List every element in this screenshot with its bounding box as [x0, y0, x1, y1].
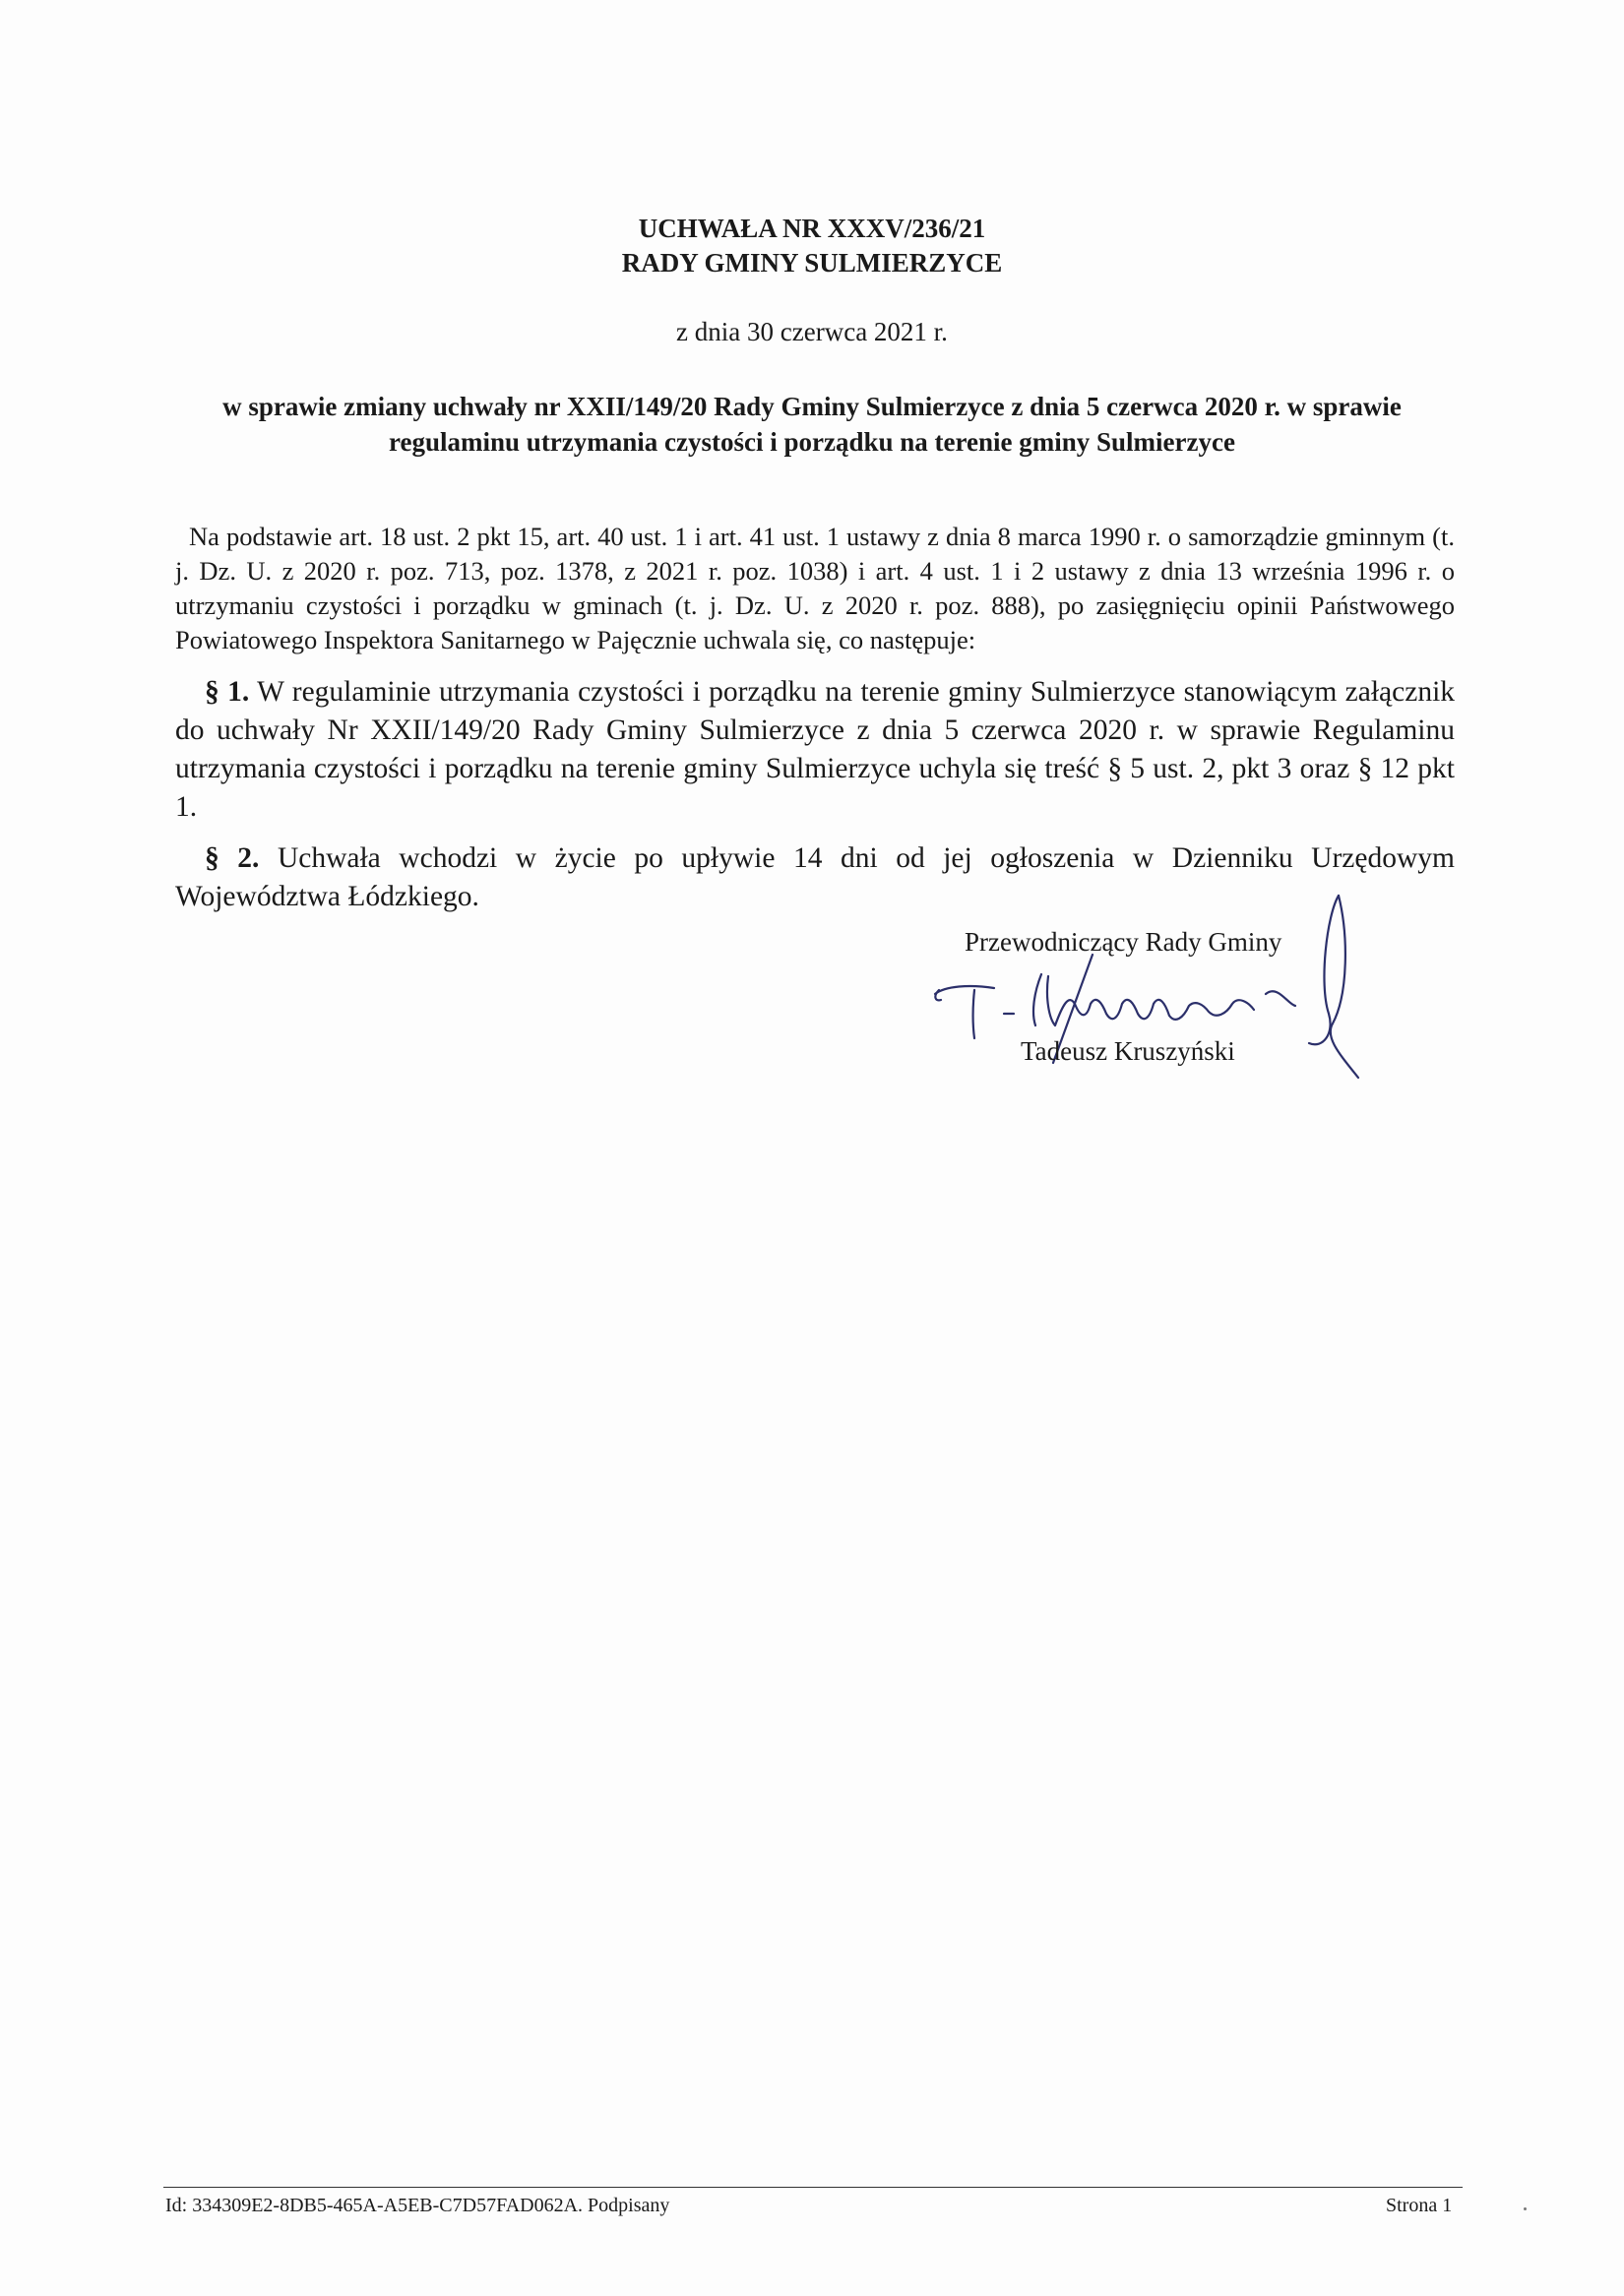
resolution-date: z dnia 30 czerwca 2021 r. — [676, 317, 948, 346]
resolution-number: UCHWAŁA NR XXXV/236/21 — [638, 214, 986, 243]
signatory-title: Przewodniczący Rady Gminy — [965, 927, 1282, 957]
section-1-text: W regulaminie utrzymania czystości i porządku na terenie gminy Sulmierzyce stanowiącym załącznik do uchwały Nr XXII/149/20 Rady Gminy Sulmierzyce z dnia 5 czerwca 2020 r. w sprawie Regulaminu utrzymania czystości i porządku na terenie gminy Sulmierzyce uchyla się treść § 5 ust. 2, pkt 3 oraz § 12 pkt 1. — [175, 676, 1456, 823]
page-number: Strona 1 — [1386, 2195, 1453, 2216]
preamble-paragraph: Na podstawie art. 18 ust. 2 pkt 15, art. 40 ust. 1 i art. 41 ust. 1 ustawy z dnia 8 marca 1990 r. o samorządzie gminnym (t. j. Dz. U. z 2020 r. poz. 713, poz. 1378, z 2021 r. poz. 1038) i art. 4 ust. 1 i 2 ustawy z dnia 13 września 1996 r. o utrzymaniu czystości i porządku w gminach (t. j. Dz. U. z 2020 r. poz. 888), po zasięgnięciu opinii Państwowego Powiatowego Inspektora Sanitarnego w Pajęcznie uchwala się, co następuje: — [175, 522, 1455, 654]
section-1-marker: § 1. — [205, 676, 250, 708]
resolution-subject: w sprawie zmiany uchwały nr XXII/149/20 Rady Gminy Sulmierzyce z dnia 5 czerwca 2020 r. w sprawie regulaminu utrzymania czystości i porządku na terenie gminy Sulmierzyce — [222, 392, 1402, 457]
document-id: Id: 334309E2-8DB5-465A-A5EB-C7D57FAD062A. Podpisany — [165, 2195, 670, 2216]
section-2-text: Uchwała wchodzi w życie po upływie 14 dni od jej ogłoszenia w Dzienniku Urzędowym Województwa Łódzkiego. — [175, 842, 1455, 912]
section-1 — [175, 673, 1455, 827]
section-2-marker: § 2. — [205, 842, 260, 874]
footer-divider — [163, 2187, 1463, 2188]
council-name: RADY GMINY SULMIERZYCE — [621, 248, 1003, 278]
signatory-name: Tadeusz Kruszyński — [1021, 1036, 1235, 1066]
scan-speck — [1524, 2207, 1527, 2210]
